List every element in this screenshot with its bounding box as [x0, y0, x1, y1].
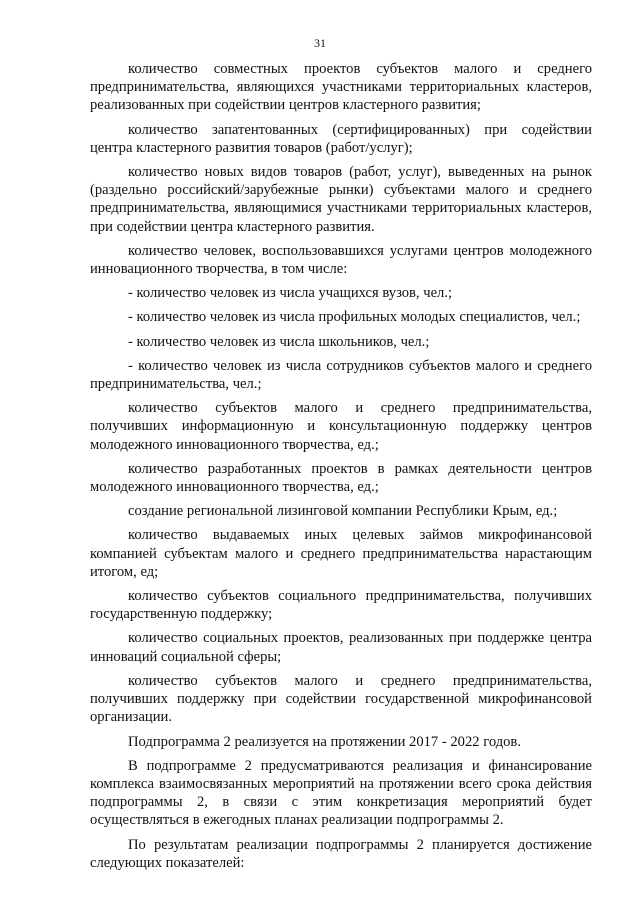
list-item: - количество человек из числа сотрудников субъектов малого и среднего предпринимательства, чел.; [90, 357, 592, 393]
paragraph: количество совместных проектов субъектов малого и среднего предпринимательства, являющихся участниками территориальных кластеров, реализованных при содействии центров кластерного развития; [90, 61, 592, 114]
paragraph: создание региональной лизинговой компании Республики Крым, ед.; [128, 503, 558, 520]
paragraph: количество запатентованных (сертифицированных) при содействии центра кластерного развития товаров (работ/услуг); [90, 121, 592, 156]
paragraph: количество субъектов малого и среднего предпринимательства, получивших информационную и консультационную поддержку центров молодежного инновационного творчества, ед.; [90, 400, 592, 453]
paragraph: В подпрограмме 2 предусматриваются реализация и финансирование комплекса взаимосвязанных мероприятий на протяжении всего срока действия подпрограммы 2, в связи с этим конкретизация мероприятий будет осуществляться в ежегодных планах реализации подпрограммы 2. [90, 757, 592, 829]
body-text [90, 60, 592, 878]
list-item: - количество человек из числа школьников, чел.; [128, 333, 430, 350]
paragraph: количество выдаваемых иных целевых займов микрофинансовой компанией субъектам малого и среднего предпринимательства нарастающим итогом, ед; [90, 527, 592, 580]
paragraph: По результатам реализации подпрограммы 2 планируется достижение следующих показателей: [90, 836, 592, 871]
paragraph: количество человек, воспользовавшихся услугами центров молодежного инновационного творчества, в том числе: [90, 242, 592, 278]
paragraph: количество субъектов малого и среднего предпринимательства, получивших поддержку при содействии государственной микрофинансовой организации. [90, 672, 592, 726]
list-item: - количество человек из числа профильных молодых специалистов, чел.; [128, 309, 581, 326]
paragraph: количество разработанных проектов в рамках деятельности центров молодежного инновационного творчества, ед.; [90, 460, 592, 496]
list-item: - количество человек из числа учащихся вузов, чел.; [128, 285, 453, 302]
paragraph: количество новых видов товаров (работ, услуг), выведенных на рынок (раздельно российский/зарубежные рынки) субъектами малого и среднего предпринимательства, являющимися участниками территориальных кластеров, при содействии центра кластерного развития. [90, 164, 592, 235]
page-number: 31 [314, 36, 326, 50]
paragraph: количество субъектов социального предпринимательства, получивших государственную поддержку; [90, 588, 592, 623]
paragraph: Подпрограмма 2 реализуется на протяжении 2017 - 2022 годов. [128, 733, 521, 750]
paragraph: количество социальных проектов, реализованных при поддержке центра инноваций социальной сферы; [90, 630, 592, 665]
